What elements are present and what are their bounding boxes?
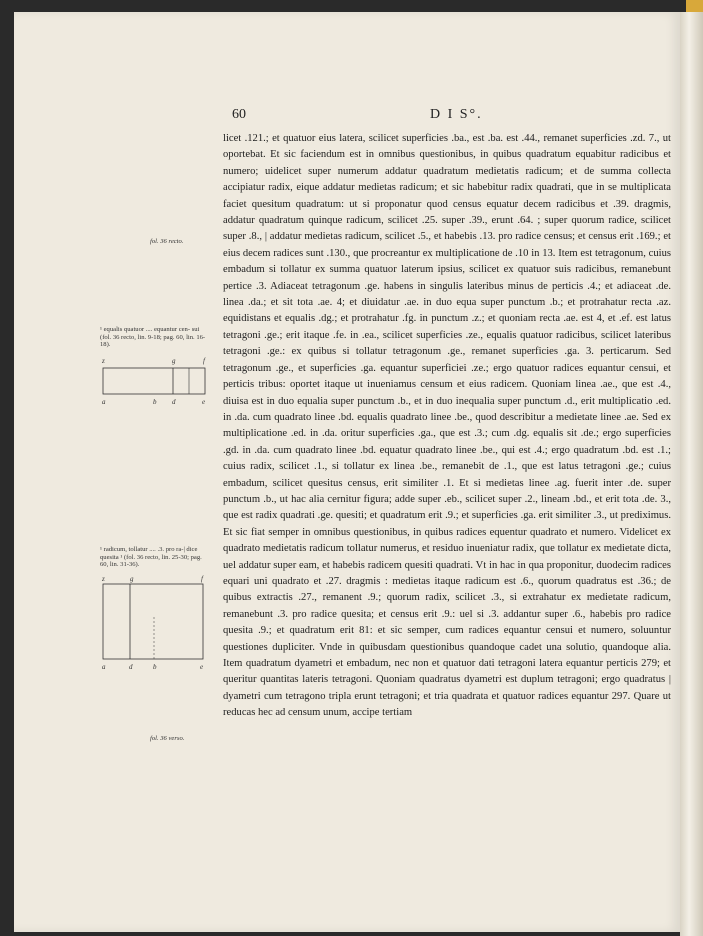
footnote-variant-2: ¹ radicum, tollatur .... .3. pro ra-| dice quesita ¹ (fol. 36 recto, lin. 25-30; pag. 60, lin. 31-36).	[100, 546, 202, 568]
page-number: 60	[232, 107, 246, 122]
fig-label: g	[172, 357, 176, 365]
fig-label: g	[130, 575, 134, 583]
fig-label: e	[200, 663, 204, 671]
fig-label: b	[153, 398, 157, 406]
paragraph: licet .121.; et quatuor eius latera, scilicet superficies .ba., est .ba. est .44., remanet superficies .zd. 7., ut oportebat. Et sic faciendum est in omnibus questionibus, in quibus quadratum equabitur radicibus et numero; uidelicet super numerum addatur quadratum medietatis radicum; et de summa collecta accipiatur radix, eique addatur medietas radicum; et sic habebitur radix quadrati, que in se multiplicata faciet quesitum quadratum: ut si proponatur quod census equatur decem radicibus et .39. dragmis, addatur quadratum quinque radicum, scilicet .25. super .39., erunt .64. ; super quorum radice, scilicet super .8., | addatur medietas radicum, scilicet .5., et habebis .13. pro radice census; et census erit .169.; et eius decem radices sunt .130., que procreantur ex multiplicatione de .10 in 13. Item est tetragonum, cuius embadum si tollatur ex summa quatuor laterum ipsius, scilicet ex quatuor suis radicibus, remanebunt pertice .3. Adiaceat tetragonum .ge. habens in singulis lateribus minus de perticis .4.; et adiaceat .de. linea .da.; et sit tota .ae. 4; et diuidatur .ae. in duo equa super punctum .b.; et protrahatur recta .az. equidistans et equalis .dg.; et protrahatur .fg. in punctum .z.; et quoniam recta .ae. est 4, et .ef. est latus tetragoni .ge.; erit itaque .fe. in .ea., scilicet superficies .ze., equalis quatuor radicibus, scilicet lateribus tetragoni .ge.: ex quibus si tollatur tetragonum .ge., remanet superficies .ga. 3. perticarum. Sed tetragonum .ge., et superficies .ga. equantur superficiei .ze.; ergo quatuor radices equantur censui, et perticis tribus: oportet itaque ut inueniamus censum et eius radicem. Quoniam linea .ae., que est .4., diuisa est in duo equalia super punctum .b., et in duo inequalia super punctum .d., erit multiplicatio .ed. in .da. cum quadrato linee .bd. equalis quadrato linee .be., quod describitur a medietate linee .ae. Sed ex multiplicatione .ed. in .da. oritur superficies .ga., que est .3.; cum .dg. equalis sit .de.; ergo superficies .gd. in .da. cum quadrato linee .bd. equatur quadrato linee .be., qui est .4.; ergo quadratum .bd. est .1.; cuius radix, scilicet .1., si tollatur ex linea .be., remanebit de .1., que est latus tetragoni .ge.; cuius embadum, scilicet quesitus census, erit similiter .1. Et si medietas linee .ag. fuerit inter .de. super punctum .b., ut hac alia cernitur figura; adde super .eb., scilicet super .2., lineam .bd., et erit tota .de. 3., que est radix quadrati .ge. quesiti; et quadratum erit .9.; et superficies .ga. erit similiter .3., ut prediximus. Et sic fiat semper in omnibus questionibus, in quibus radices equentur quadrato et numero. Videlicet ex quadrato medietatis radicum tollatur numerus, et residuo inueniatur radix, que tollatur ex medietate dicta, uel addatur super eam, et habebis radicem quesiti quadrati. Vt in hac in qua proponitur, duodecim radices equari uni quadrato et .27. dragmis : medietas itaque radicum est .6., quorum quadratus est .36.; de quibus extractis .27., remanent .9.; quorum radix, scilicet .3., si extrahatur ex medietate radicum, remanebunt .3. pro radice quesita; et census erit .9.: uel si .3. addantur super .6., habebis pro radice quesita .9.; et quadratum erit 81: et sic semper, cum radices equantur censui et numero, soluuntur questiones dupliciter. Vnde in quibusdam questionibus quandoque cadet una solutio, quandoque alia. Item quadratum dyametri et embadum, nec non et quatuor dati tetragoni latera equantur perticis 279; et queritur quantitas lateris tetragoni. Quoniam quadratus dyametri est duplum tetragoni; ergo quadratus | dyametri cum tetragono tripla erunt tetragoni; et tria quadrata et quatuor radices equantur 297. Quare ut reducas hec ad censum unum, accipe tertiam	[223, 133, 671, 719]
running-title: D I S°.	[430, 107, 483, 122]
page-header	[232, 107, 680, 125]
fig-label: f	[203, 357, 205, 365]
fig-label: b	[153, 663, 157, 671]
footnote-variant-1: ¹ equalis quatuor .... equantur cen- sui (fol. 36 recto, lin. 9-18; pag. 60, lin. 16-18).	[100, 326, 206, 348]
fig-label: e	[202, 398, 206, 406]
geometric-figure-1	[100, 354, 212, 406]
fig-label: z	[102, 575, 105, 583]
folio-note: fol. 36 verso.	[150, 735, 185, 742]
fig-label: z	[102, 357, 105, 365]
main-text	[223, 131, 671, 722]
fig-label: d	[172, 398, 176, 406]
fig-label: a	[102, 663, 106, 671]
folio-note: fol. 36 recto.	[150, 238, 184, 245]
fig-label: a	[102, 398, 106, 406]
fig-label: d	[129, 663, 133, 671]
geometric-figure-2	[100, 572, 212, 672]
book-page-edge	[680, 12, 703, 936]
fig-label: f	[201, 575, 203, 583]
